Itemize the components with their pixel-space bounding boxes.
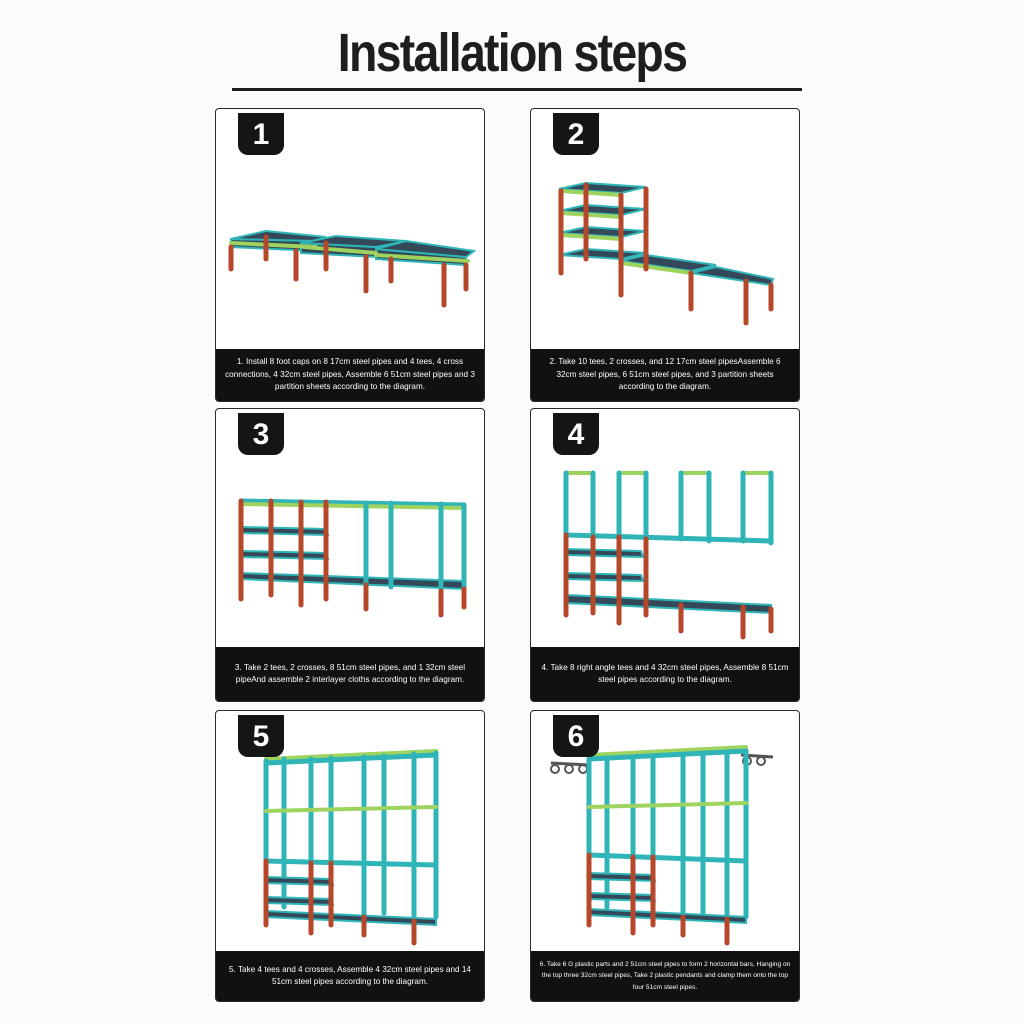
step-number-badge: 4 (553, 413, 599, 455)
step-number-badge: 1 (238, 113, 284, 155)
step-3-panel (215, 408, 485, 702)
step-6-panel (530, 710, 800, 1002)
step-caption: 5. Take 4 tees and 4 crosses, Assemble 4 32cm steel pipes and 14 51cm steel pipes according to the diagram. (216, 951, 484, 1001)
step-caption: 1. Install 8 foot caps on 8 17cm steel pipes and 4 tees, 4 cross connections, 4 32cm steel pipes, Assemble 6 51cm steel pipes and 3 partition sheets according to the diagram. (216, 349, 484, 401)
page-title: Installation steps (337, 23, 687, 83)
step-caption: 4. Take 8 right angle tees and 4 32cm steel pipes, Assemble 8 51cm steel pipes according to the diagram. (531, 647, 799, 701)
step-4-panel (530, 408, 800, 702)
step-1-panel (215, 108, 485, 402)
step-number-badge: 6 (553, 715, 599, 757)
step-number-badge: 2 (553, 113, 599, 155)
step-5-panel (215, 710, 485, 1002)
title-divider (232, 88, 802, 91)
step-number-badge: 3 (238, 413, 284, 455)
step-caption: 2. Take 10 tees, 2 crosses, and 12 17cm steel pipesAssemble 6 32cm steel pipes, 6 51cm steel pipes, and 3 partition sheets according to the diagram. (531, 349, 799, 401)
step-caption: 3. Take 2 tees, 2 crosses, 8 51cm steel pipes, and 1 32cm steel pipeAnd assemble 2 interlayer cloths according to the diagram. (216, 647, 484, 701)
step-caption: 6. Take 6 G plastic parts and 2 51cm steel pipes to form 2 horizontal bars, Hanging on the top three 32cm steel pipes, Take 2 plastic pendants and clamp them onto the top four 51cm steel pipes. (531, 951, 799, 1001)
step-number-badge: 5 (238, 715, 284, 757)
step-2-panel (530, 108, 800, 402)
